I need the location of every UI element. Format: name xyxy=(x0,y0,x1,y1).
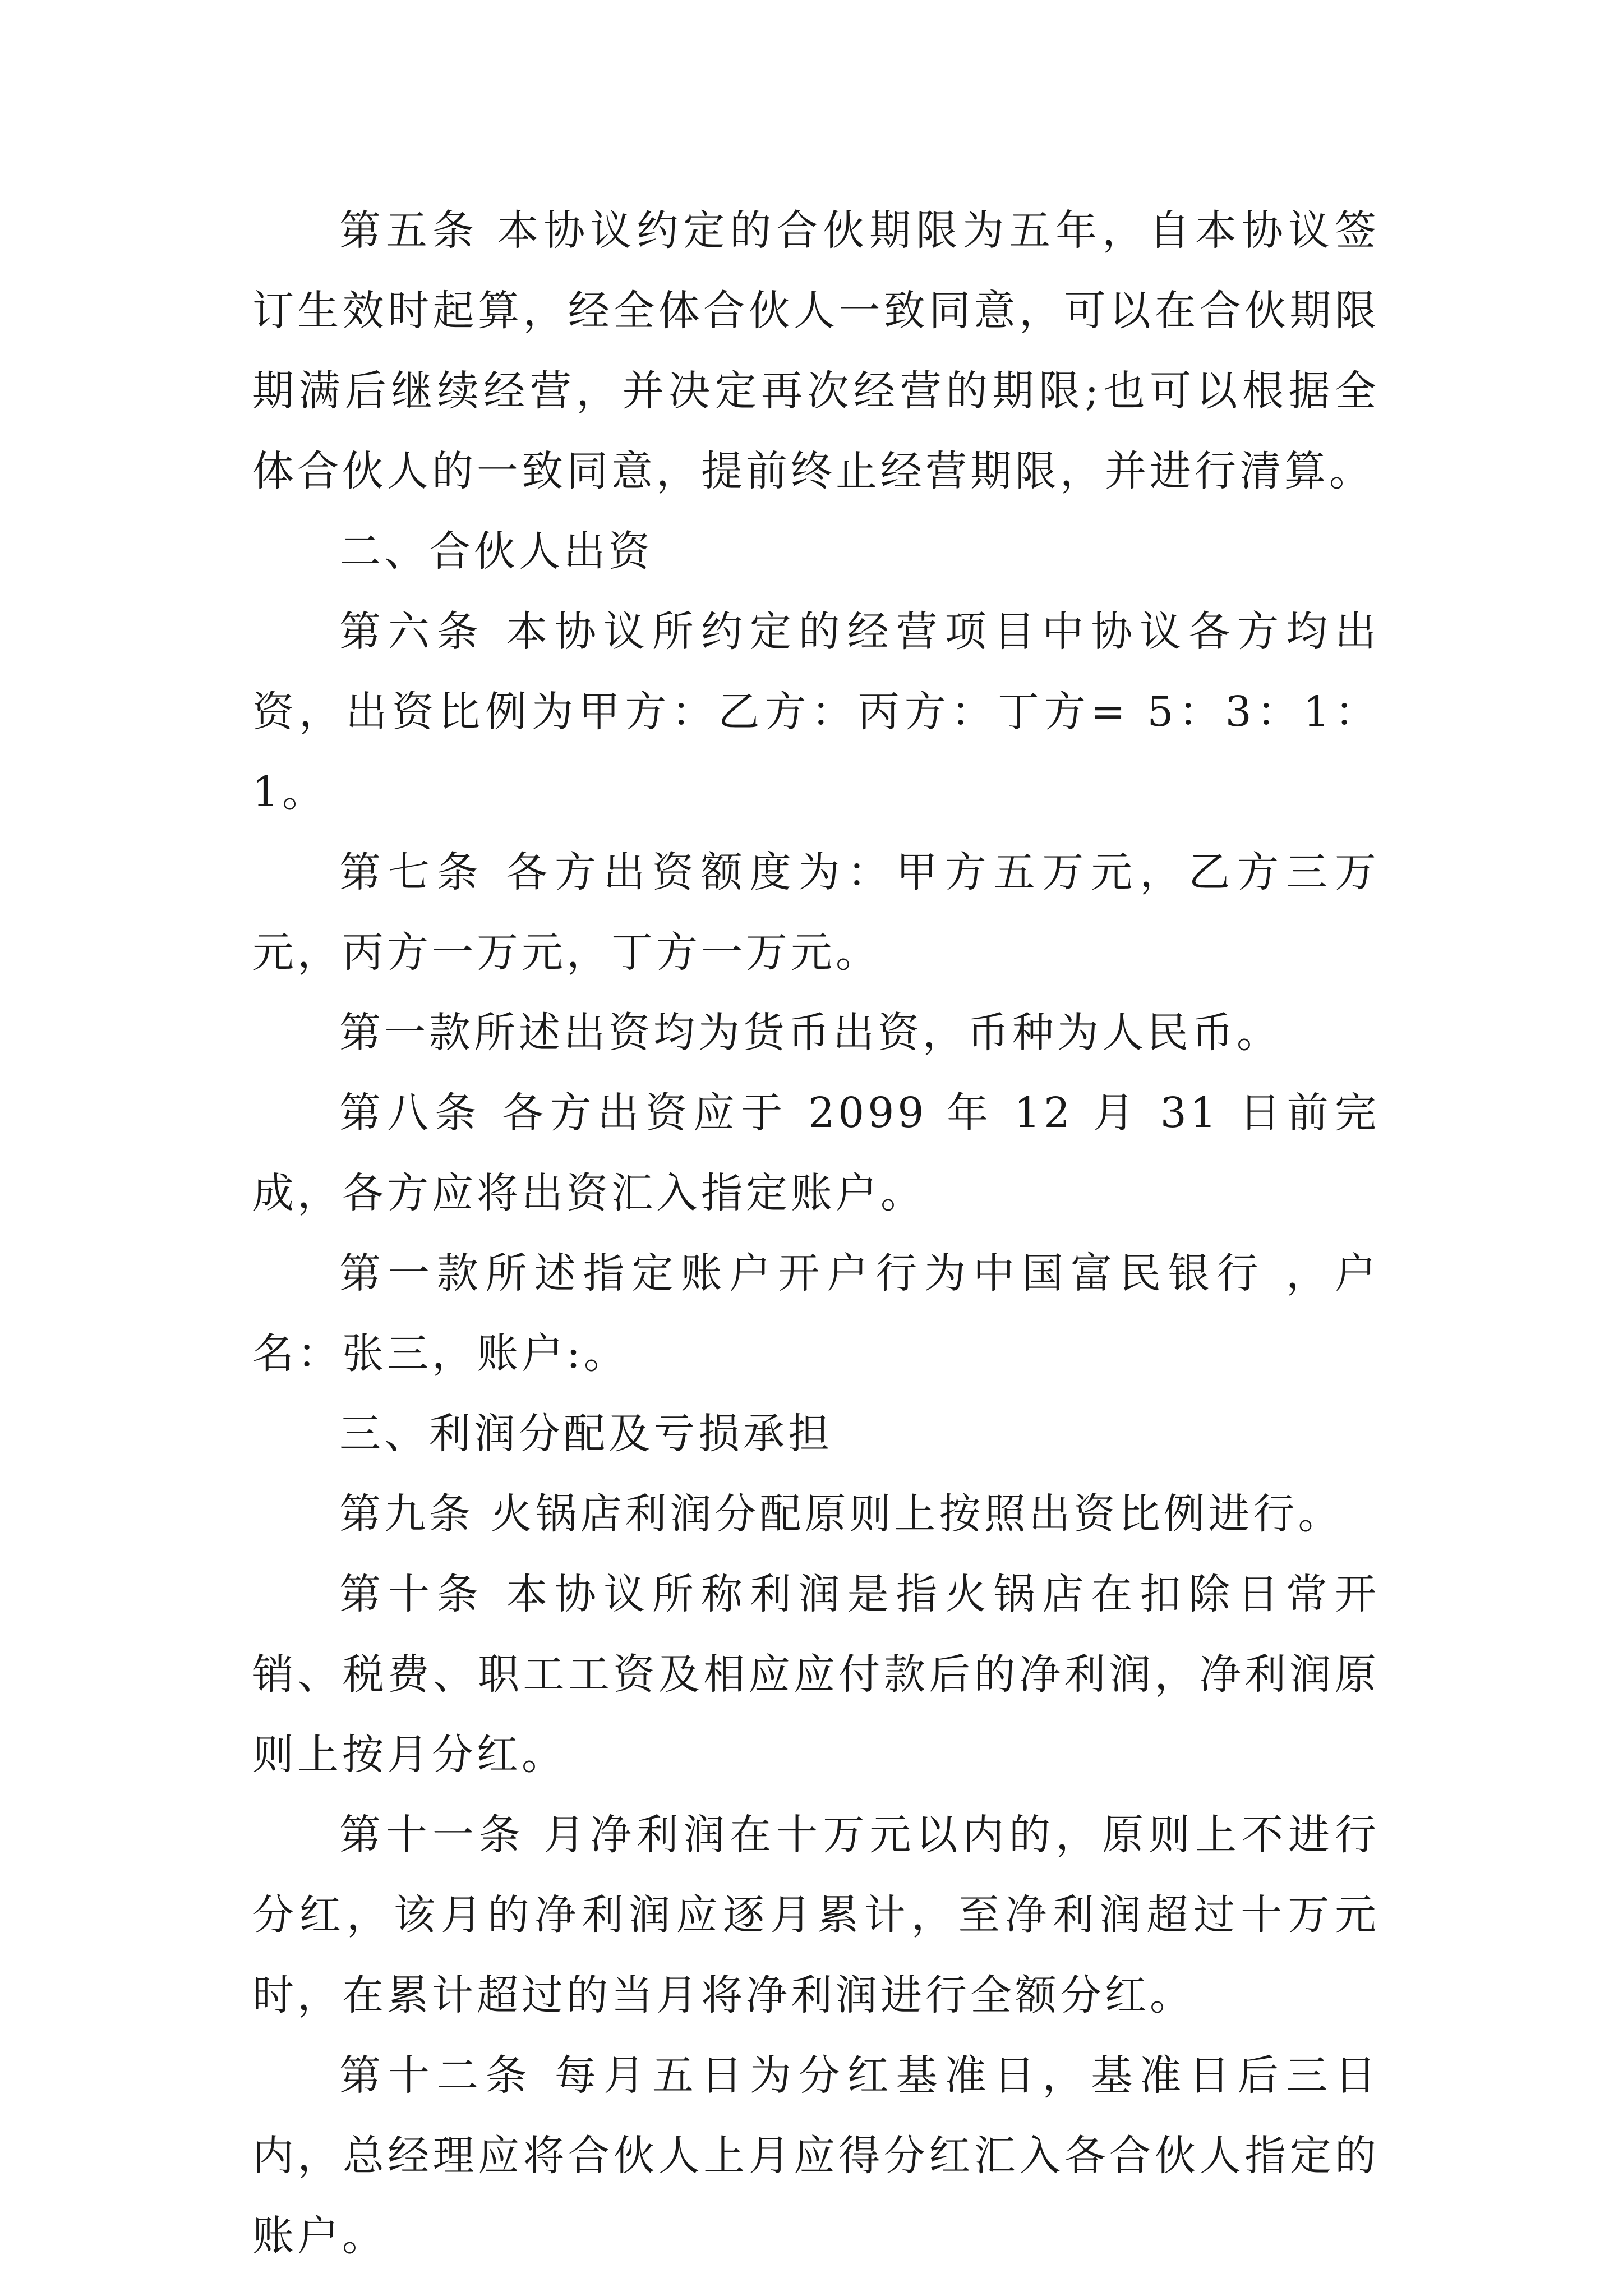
section-heading-partner-capital: 二、合伙人出资 xyxy=(339,527,653,576)
article-6-paragraph: 第六条 本协议所约定的经营项目中协议各方均出资，出资比例为甲方：乙方：丙方：丁方= 5：3：1：1。 xyxy=(252,608,1380,816)
section-heading-profit-distribution: 三、利润分配及亏损承担 xyxy=(339,1410,833,1458)
article-8-clause-1-paragraph: 第一款所述指定账户开户行为中国富民银行 ，户名：张三，账户:。 xyxy=(252,1249,1380,1378)
article-7-paragraph: 第七条 各方出资额度为：甲方五万元，乙方三万元，丙方一万元，丁方一万元。 xyxy=(252,848,1380,977)
article-12-paragraph: 第十二条 每月五日为分红基准日，基准日后三日内，总经理应将合伙人上月应得分红汇入各合伙人指定的账户。 xyxy=(252,2051,1380,2260)
article-7-clause-1-paragraph: 第一款所述出资均为货币出资，币种为人民币。 xyxy=(339,1009,1281,1057)
article-11-paragraph: 第十一条 月净利润在十万元以内的，原则上不进行分红，该月的净利润应逐月累计，至净利润超过十万元时，在累计超过的当月将净利润进行全额分红。 xyxy=(252,1811,1380,2019)
article-8-paragraph: 第八条 各方出资应于 2099 年 12 月 31 日前完成，各方应将出资汇入指定账户。 xyxy=(252,1089,1380,1217)
article-9-paragraph: 第九条 火锅店利润分配原则上按照出资比例进行。 xyxy=(339,1490,1343,1538)
document-page xyxy=(252,191,1380,2276)
article-5-paragraph: 第五条 本协议约定的合伙期限为五年，自本协议签订生效时起算，经全体合伙人一致同意，可以在合伙期限期满后继续经营，并决定再次经营的期限;也可以根据全体合伙人的一致同意，提前终止经营期限，并进行清算。 xyxy=(252,206,1380,495)
article-10-paragraph: 第十条 本协议所称利润是指火锅店在扣除日常开销、税费、职工工资及相应应付款后的净利润，净利润原则上按月分红。 xyxy=(252,1570,1380,1779)
